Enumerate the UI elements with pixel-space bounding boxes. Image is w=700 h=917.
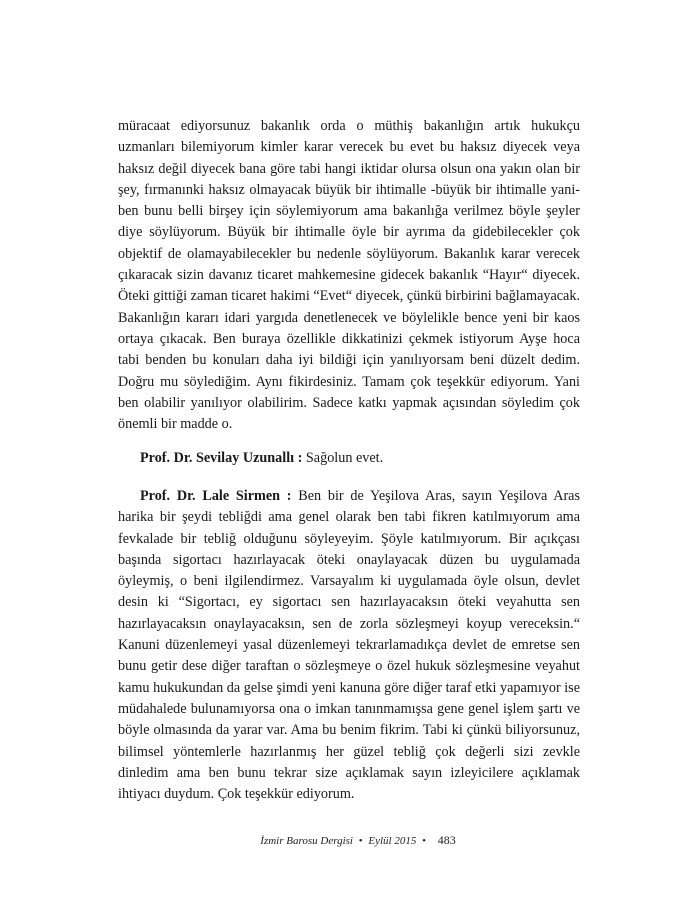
page-footer bbox=[8, 833, 700, 848]
speaker-name-sirmen: Prof. Dr. Lale Sirmen : bbox=[140, 488, 292, 504]
speaker-text-sirmen: Ben bir de Yeşilova Aras, sayın Yeşilova Aras harika bir şeydi tebliğdi ama genel olarak ben tabi fikren katılmıyorum ama fevkalade bir tebliğ olduğunu söyleyeyim. Şöyle katılmıyorum. Bir açıkçası başında sigortacı hazırlayacak öteki onaylayacak düzen bu uygulamada öyleymiş, o beni ilgilendirmez. Varsayalım ki uygulamada öyle olsun, devlet desin ki “Sigortacı, ey sigortacı sen hazırlayacaksın öteki veyahutta sen hazırlayacaksın onaylayacaksın, sen de zorla sözleşmeyi koyup vereceksin.“ Kanuni düzenlemeyi yasal düzenlemeyi tekrarlamadıkça devlet de emretse sen bunu getir dese diğer taraftan o sözleşmeye o özel hukuk sözleşmesine veyahut kamu hukukundan da gelse şimdi yeni kanuna göre diğer taraf etki yapamıyor ise müdahalede bulunamıyorsa ona o imkan tanınmamışsa gene genel işlem şartı ve böyle olmasında da yarar var. Ama bu benim fikrim. Tabi ki çünkü biliyorsunuz, bilimsel yöntemlerle hazırlanmış her güzel tebliğ çok değerli sizi zevkle dinledim ama ben bunu tekrar size açıklamak sayın izleyicilere açıklamak ihtiyacı duydum. Çok teşekkür ediyorum. bbox=[118, 488, 580, 803]
speaker-name-uzunalli: Prof. Dr. Sevilay Uzunallı : bbox=[140, 450, 303, 466]
footer-separator-2: • bbox=[422, 835, 426, 847]
footer-separator: • bbox=[358, 835, 363, 847]
speaker-paragraph-sirmen bbox=[118, 486, 580, 805]
footer-journal-name: İzmir Barosu Dergisi bbox=[260, 835, 353, 847]
speaker-paragraph-uzunalli bbox=[118, 448, 580, 469]
speaker-text-uzunalli: Sağolun evet. bbox=[305, 450, 384, 466]
page-number: 483 bbox=[437, 833, 456, 847]
body-paragraph-1: müracaat ediyorsunuz bakanlık orda o müthiş bakanlığın artık hukukçu uzmanları bilemiyorum kimler karar verecek bu evet bu haksız diyecek veya haksız değil diyecek bana göre tabi hangi iktidar olursa olsun ona yakın olan bir şey, fırmanınki haksız olmayacak büyük bir ihtimalle -büyük bir ihtimalle yani- ben bunu belli birşey için söylemiyorum ama bakanlığa verilmez böyle şeyler diye söylüyorum. Büyük bir ihtimalle öyle bir ayrıma da gidebilecekler çok objektif de olamayabilecekler bu nedenle söylüyorum. Bakanlık karar verecek çıkaracak sizin davanız ticaret mahkemesine gidecek bakanlık “Hayır“ diyecek. Öteki gittiği zaman ticaret hakimi “Evet“ diyecek, çünkü birbirini bağlamayacak. Bakanlığın kararı idari yargıda denetlenecek ve böylelikle bence yeni bir kaos ortaya çıkacak. Ben buraya özellikle dikkatinizi çekmek istiyorum Ayşe hoca tabi benden bu konuları daha iyi bildiği için yanılıyorsam beni düzelt dedim. Doğru mu söylediğim. Aynı fikirdesiniz. Tamam çok teşekkür ediyorum. Yani ben olabilir yanılıyor olabilirim. Sadece katkı yapmak açısından söyledim çok önemli bir madde o. bbox=[118, 118, 580, 433]
footer-date: Eylül 2015 bbox=[368, 835, 417, 847]
